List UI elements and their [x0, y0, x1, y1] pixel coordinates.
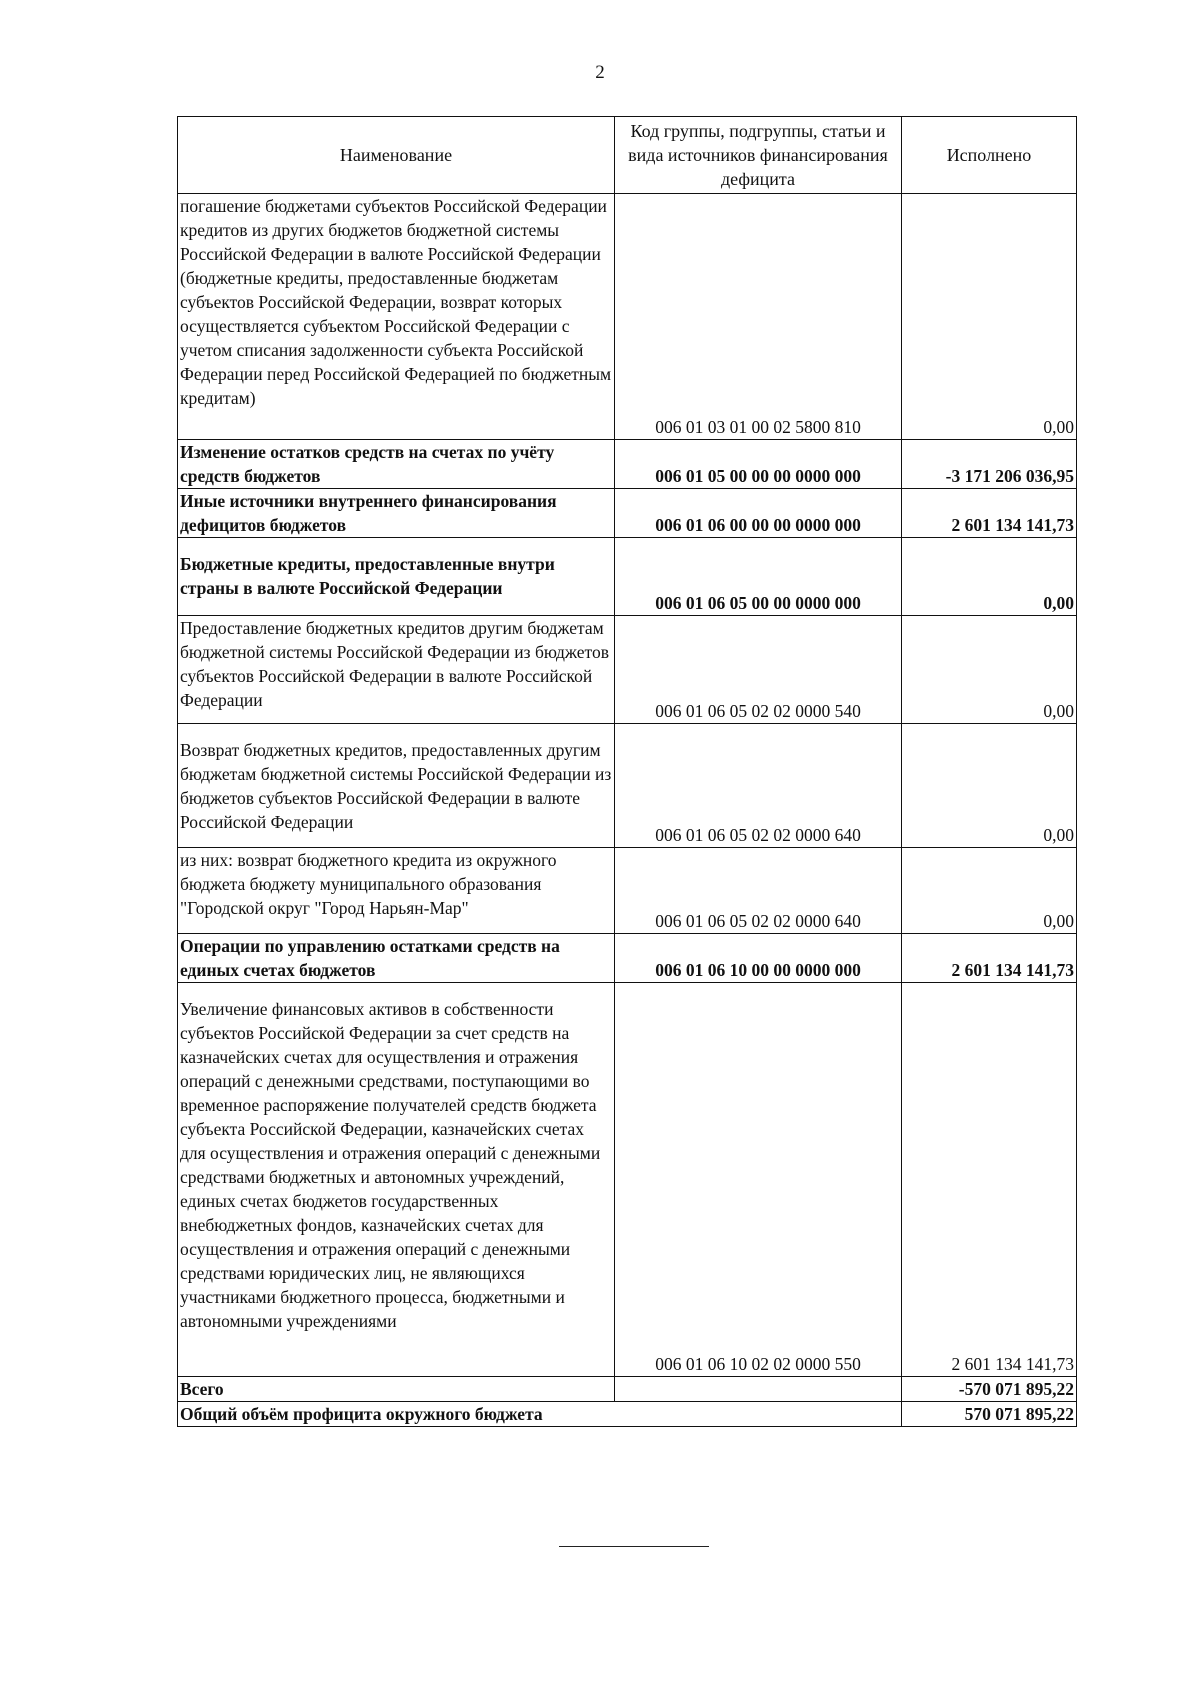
row-code: 006 01 06 05 02 02 0000 540 [615, 616, 902, 724]
table-row [178, 616, 1077, 724]
row-name: из них: возврат бюджетного кредита из окружного бюджета бюджету муниципального образования "Городской округ "Город Нарьян-Мар" [178, 848, 615, 934]
row-value: 2 601 134 141,73 [902, 934, 1077, 983]
row-value: 0,00 [902, 848, 1077, 934]
row-code: 006 01 05 00 00 00 0000 000 [615, 440, 902, 489]
row-value: 0,00 [902, 616, 1077, 724]
table-row [178, 538, 1077, 616]
page-number: 2 [595, 62, 605, 83]
table-row [178, 440, 1077, 489]
table-row [178, 934, 1077, 983]
summary-row [178, 1402, 1077, 1427]
table-header-row [178, 117, 1077, 194]
row-value: 0,00 [902, 194, 1077, 440]
row-value: 2 601 134 141,73 [902, 489, 1077, 538]
table-row [178, 848, 1077, 934]
row-value: 0,00 [902, 538, 1077, 616]
row-name: Операции по управлению остатками средств на единых счетах бюджетов [178, 934, 615, 983]
header-value: Исполнено [902, 117, 1077, 194]
row-name: погашение бюджетами субъектов Российской Федерации кредитов из других бюджетов бюджетной системы Российской Федерации в валюте Российской Федерации (бюджетные кредиты, предоставленные бюджетам субъектов Российской Федерации, возврат которых осуществляется субъектом Российской Федерации с учетом списания задолженности субъекта Российской Федерации перед Российской Федерацией по бюджетным кредитам) [178, 194, 615, 440]
table-row [178, 1377, 1077, 1402]
row-name: Бюджетные кредиты, предоставленные внутри страны в валюте Российской Федерации [178, 538, 615, 616]
row-name: Изменение остатков средств на счетах по учёту средств бюджетов [178, 440, 615, 489]
row-code [615, 1377, 902, 1402]
summary-value: 570 071 895,22 [902, 1402, 1077, 1427]
row-value: -570 071 895,22 [902, 1377, 1077, 1402]
table-row [178, 489, 1077, 538]
row-code: 006 01 06 10 02 02 0000 550 [615, 983, 902, 1377]
header-name: Наименование [178, 117, 615, 194]
summary-label: Общий объём профицита окружного бюджета [178, 1402, 902, 1427]
row-name: Увеличение финансовых активов в собственности субъектов Российской Федерации за счет средств на казначейских счетах для осуществления и отражения операций с денежными средствами, поступающими во временное распоряжение получателей средств бюджета субъекта Российской Федерации, казначейских счетах для осуществления и отражения операций с денежными средствами бюджетных и автономных учреждений, единых счетах бюджетов государственных внебюджетных фондов, казначейских счетах для осуществления и отражения операций с денежными средствами юридических лиц, не являющихся участниками бюджетного процесса, бюджетными и автономными учреждениями [178, 983, 615, 1377]
row-code: 006 01 06 00 00 00 0000 000 [615, 489, 902, 538]
row-value: 2 601 134 141,73 [902, 983, 1077, 1377]
row-code: 006 01 06 05 02 02 0000 640 [615, 848, 902, 934]
row-value: 0,00 [902, 724, 1077, 848]
table-row [178, 983, 1077, 1377]
row-name: Предоставление бюджетных кредитов другим бюджетам бюджетной системы Российской Федерации из бюджетов субъектов Российской Федерации в валюте Российской Федерации [178, 616, 615, 724]
header-code: Код группы, подгруппы, статьи и вида источников финансирования дефицита [615, 117, 902, 194]
row-name: Иные источники внутреннего финансирования дефицитов бюджетов [178, 489, 615, 538]
row-code: 006 01 06 05 02 02 0000 640 [615, 724, 902, 848]
footer-divider [559, 1546, 709, 1547]
row-name: Возврат бюджетных кредитов, предоставленных другим бюджетам бюджетной системы Российской Федерации из бюджетов субъектов Российской Федерации в валюте Российской Федерации [178, 724, 615, 848]
table-row [178, 194, 1077, 440]
row-name: Всего [178, 1377, 615, 1402]
financing-sources-table [177, 116, 1077, 1427]
row-value: -3 171 206 036,95 [902, 440, 1077, 489]
row-code: 006 01 06 10 00 00 0000 000 [615, 934, 902, 983]
row-code: 006 01 06 05 00 00 0000 000 [615, 538, 902, 616]
table-row [178, 724, 1077, 848]
row-code: 006 01 03 01 00 02 5800 810 [615, 194, 902, 440]
